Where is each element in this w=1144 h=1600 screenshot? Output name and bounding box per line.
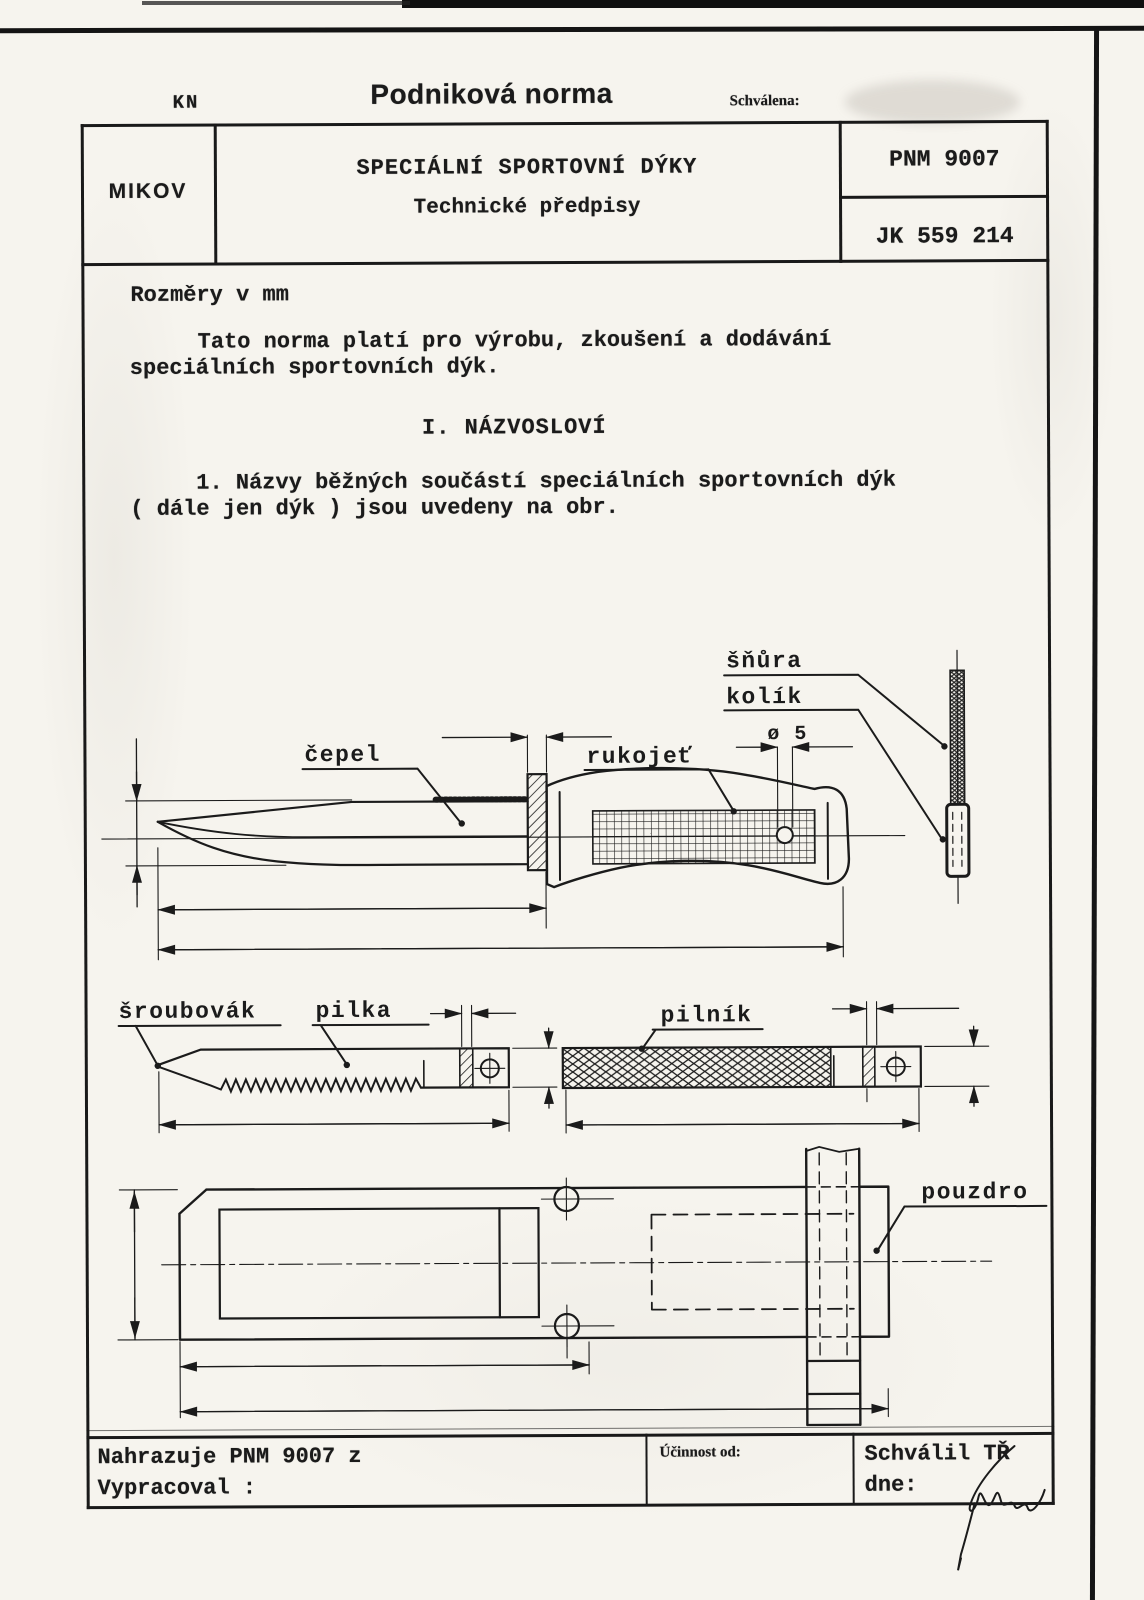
signature-scribble: [957, 1446, 1045, 1570]
item1-line2: ( dále jen dýk ) jsou uvedeny na obr.: [130, 494, 619, 522]
belt-strap: [806, 1147, 860, 1425]
corner-mark: KN: [172, 91, 200, 114]
saw-label: pilka: [315, 997, 393, 1025]
crossguard: [528, 774, 547, 870]
dimensions-note: Rozměry v mm: [130, 282, 289, 308]
item1-line1: 1. Názvy běžných součástí speciálních sportovních dýk: [196, 467, 897, 496]
class-code: JK 559 214: [875, 223, 1014, 250]
footer-effective-label: Účinnost od:: [659, 1444, 741, 1461]
intro-paragraph-line1: Tato norma platí pro výrobu, zkoušení a dodávání: [197, 326, 832, 355]
file-label: pilník: [660, 1002, 753, 1029]
norm-number: PNM 9007: [889, 146, 1000, 173]
blade-label: čepel: [304, 741, 382, 769]
sheath-figure: [117, 1146, 1047, 1428]
footer-prepared-by: Vypracoval :: [97, 1475, 257, 1502]
file-tool-figure: [563, 1001, 990, 1133]
footer-approved-by: Schválil TŘ: [864, 1441, 1010, 1467]
section-heading: I. NÁZVOSLOVÍ: [421, 414, 607, 441]
handle-label: rukojeť: [586, 743, 694, 770]
pin-hole: [777, 827, 793, 843]
cord-and-pin: [946, 650, 969, 903]
saw-teeth: [156, 1065, 421, 1092]
cord-label: šňůra: [725, 647, 803, 675]
intro-paragraph-line2: speciálních sportovních dýk.: [129, 354, 500, 381]
footer-date-label: dne:: [864, 1472, 918, 1498]
screwdriver-label: šroubovák: [118, 998, 257, 1025]
doc-title-line1: SPECIÁLNÍ SPORTOVNÍ DÝKY: [356, 154, 698, 181]
footer-replaces: Nahrazuje PNM 9007 z: [97, 1443, 362, 1471]
approved-label: Schválena:: [729, 92, 800, 110]
company-mark: MIKOV: [108, 179, 188, 204]
pin-label: kolík: [726, 683, 803, 711]
pin-diameter-label: ø 5: [767, 722, 808, 747]
knife-figure: [101, 647, 969, 960]
sheath-label: pouzdro: [921, 1179, 1029, 1206]
file-crosshatch: [563, 1047, 831, 1088]
doc-title-line2: Technické předpisy: [413, 195, 641, 220]
saw-tool-figure: [119, 997, 558, 1133]
page-title: Podniková norma: [370, 77, 613, 110]
